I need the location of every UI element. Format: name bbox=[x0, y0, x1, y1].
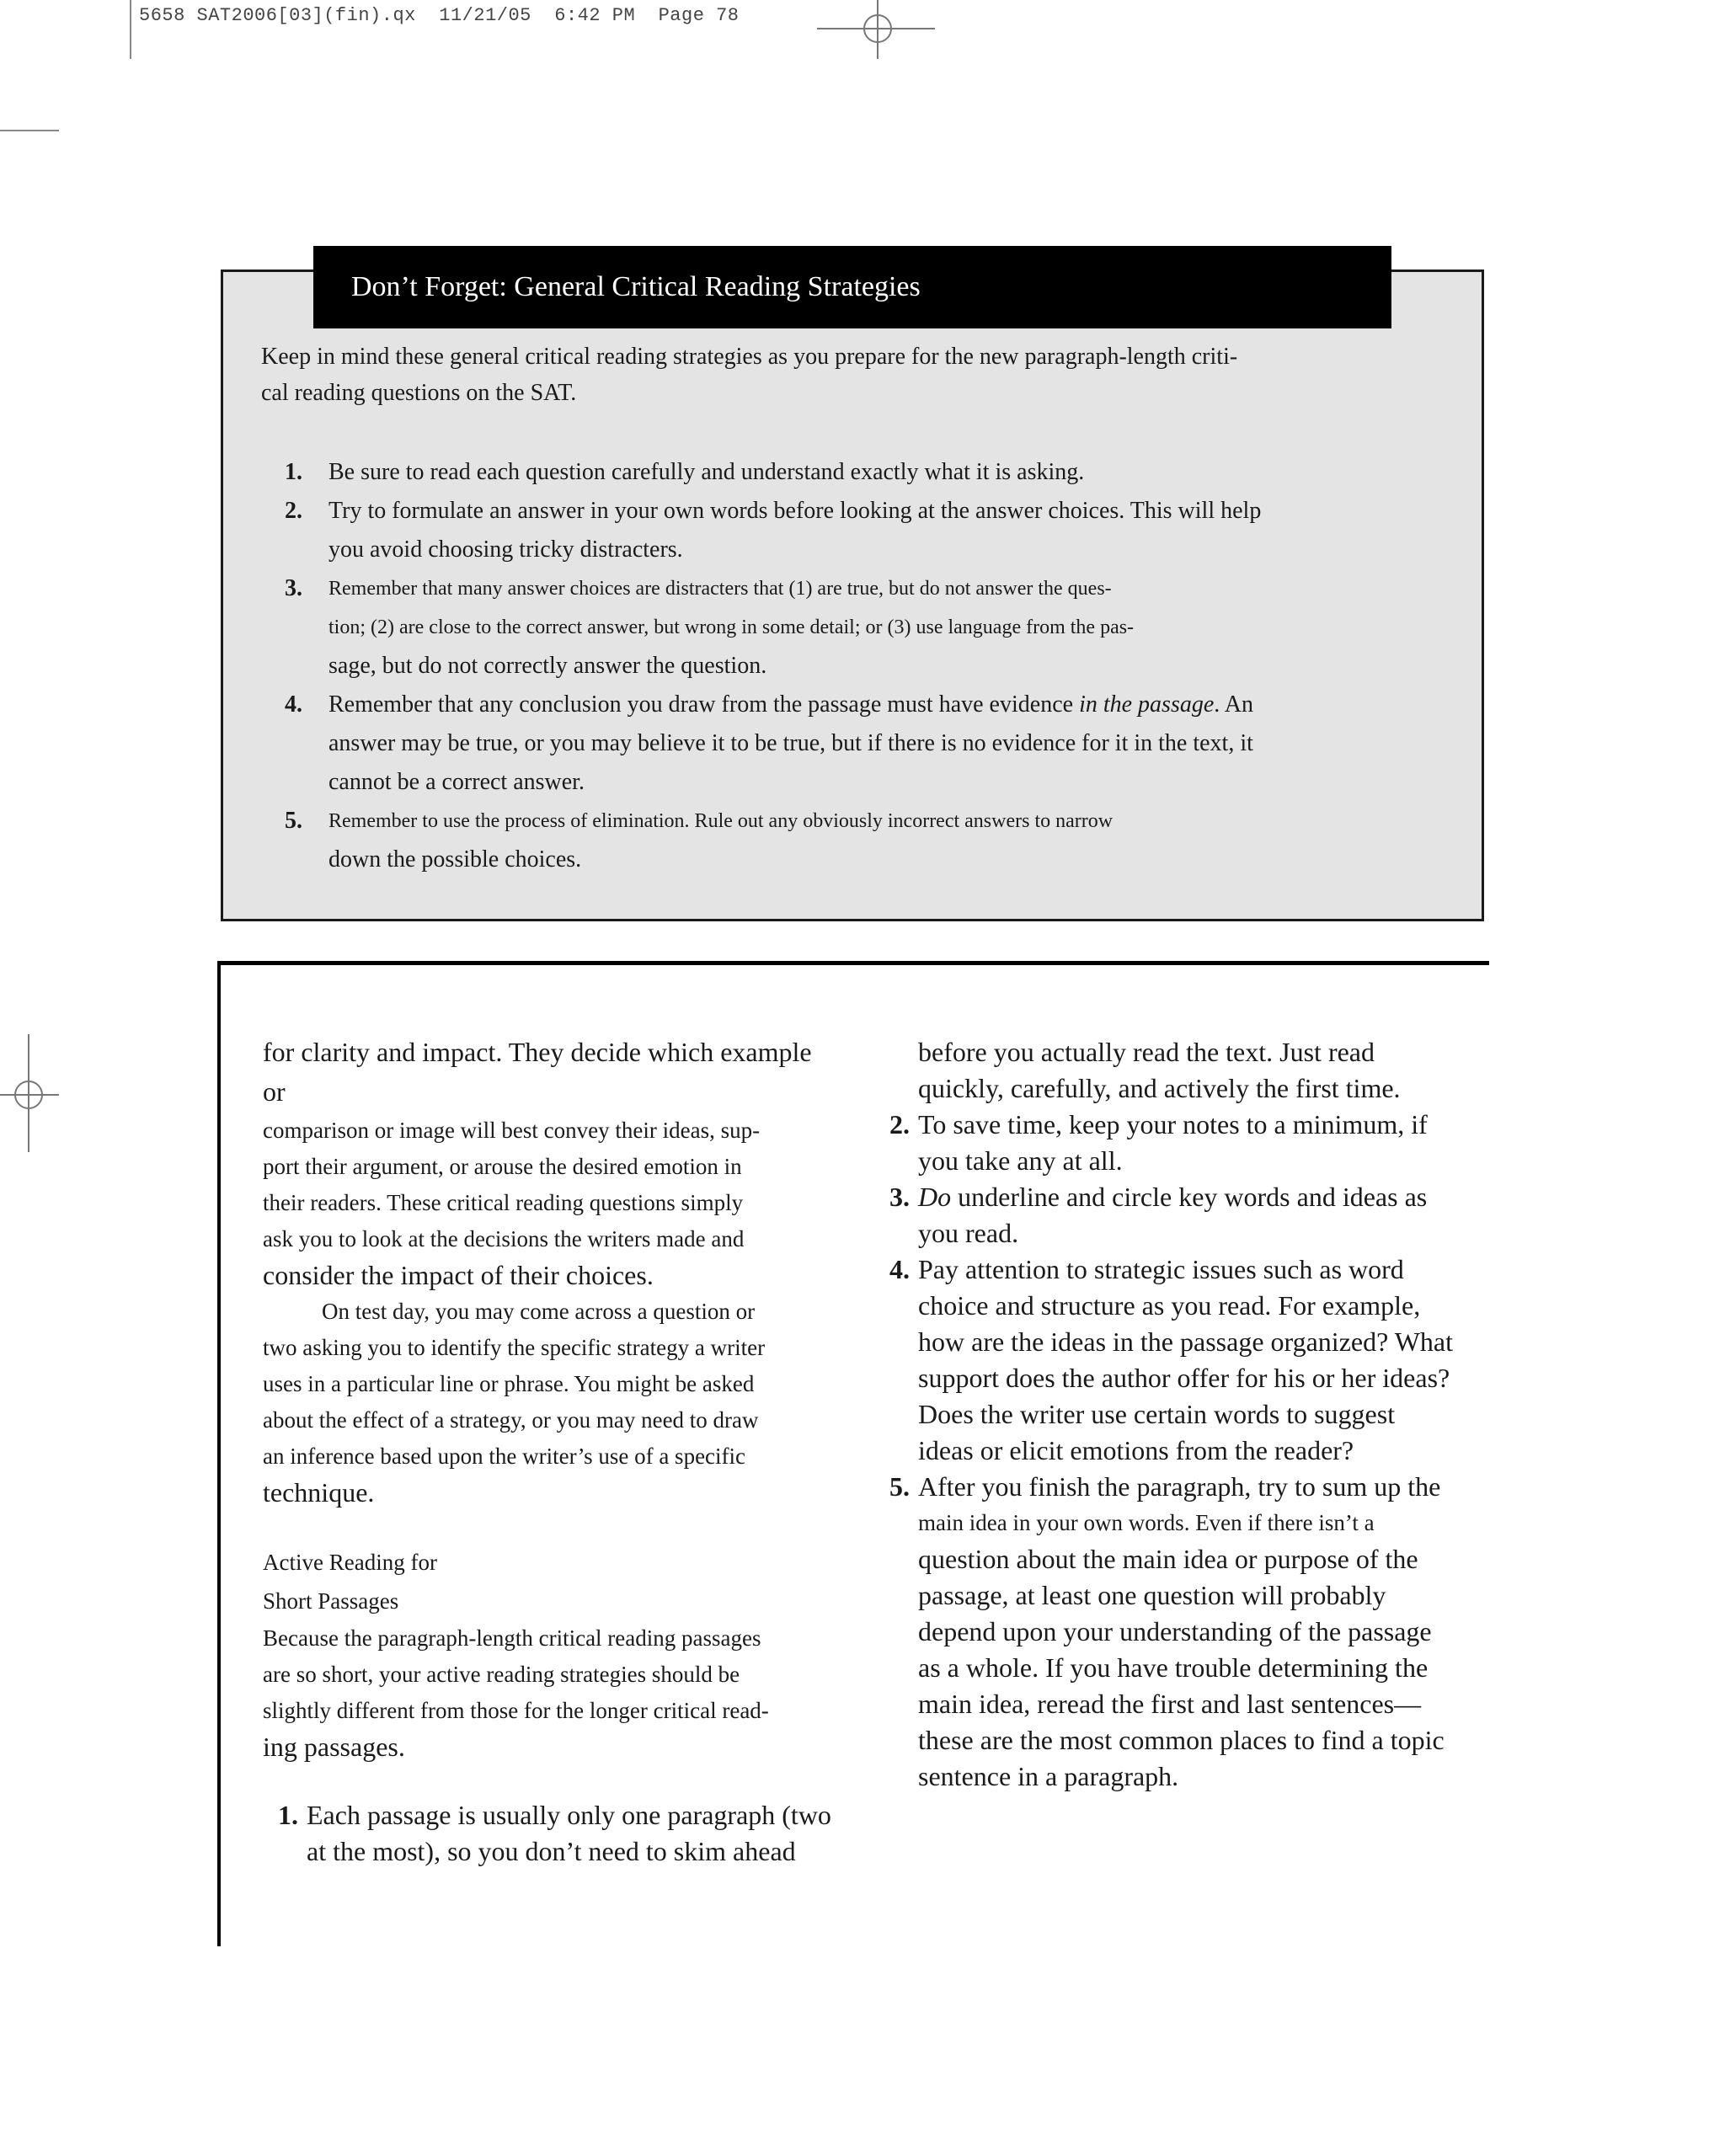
strategy-item-1: 1. Be sure to read each question carefully and understand exactly what it is asking. bbox=[285, 459, 1085, 485]
reading-tip-1: 1. Each passage is usually only one paragraph (two at the most), so you don’t need to skim ahead bbox=[278, 1800, 831, 1866]
callout-intro-line: cal reading questions on the SAT. bbox=[261, 380, 577, 406]
left-column: for clarity and impact. They decide which example or comparison or image will best convey their ideas, sup- port their argument, or arouse the desired emotion in their readers. These critical reading questions simply ask you to look at the decisions the writers made and consider the impact of their choices. On test day, you may come across a question or two asking you to identify the specific strategy a writer uses in a particular line or phrase. You might be asked about the effect of a strategy, or you may need to draw an inference based upon the writer’s use of a specific technique. Active Reading for Short Passages Because the paragraph-length critical reading passages are so short, your active reading strategies should be slightly different from those for the longer critical read- ing passages. 1. Each passage is usually only one paragraph (two at the most), so you don’t need to skim ahead bbox=[263, 1034, 852, 1870]
strategy-item-2: 2. Try to formulate an answer in your own words before looking at the answer choices. This will help you avoid choosing tricky distracters. bbox=[285, 498, 1262, 563]
right-column bbox=[884, 1034, 1474, 1795]
reading-tip-5: 5. After you finish the paragraph, try to sum up the main idea in your own words. Even if there isn’t a question about the main idea or purpose of the passage, at least one question will probably depend upon your understanding of the passage as a whole. If you have trouble determining the main idea, reread the first and last sentences— these are the most common places to find a topic sentence in a paragraph. bbox=[889, 1471, 1445, 1791]
callout-title-banner bbox=[313, 246, 1391, 328]
strategies-list bbox=[261, 453, 1322, 879]
strategy-item-4: 4. Remember that any conclusion you draw from the passage must have evidence in the passage. An answer may be true, or you may believe it to be true, but if there is no evidence for it in the text, it cannot be a correct answer. bbox=[285, 691, 1253, 795]
reading-tips-list bbox=[273, 1797, 852, 1870]
strategy-item-3: 3. Remember that many answer choices are distracters that (1) are true, but do not answer the ques- tion; (2) are close to the correct answer, but wrong in some detail; or (3) use language from the pas- sage, but do not correctly answer the question. bbox=[285, 575, 1135, 679]
reading-tip-3: 3. Do underline and circle key words and ideas as you read. bbox=[889, 1182, 1428, 1248]
section-left-rule bbox=[217, 961, 221, 1946]
crop-mark-top-vertical bbox=[130, 0, 131, 59]
section-top-rule bbox=[217, 961, 1489, 965]
callout-intro bbox=[261, 339, 1314, 411]
crop-mark-left-horizontal bbox=[0, 130, 59, 131]
section-heading: Short Passages bbox=[263, 1588, 399, 1614]
reading-tip-1-continued: before you actually read the text. Just read quickly, carefully, and actively the first time. bbox=[918, 1037, 1401, 1103]
reading-tips-list-continued bbox=[884, 1034, 1474, 1795]
callout-intro-line: Keep in mind these general critical reading strategies as you prepare for the new paragraph-length criti- bbox=[261, 344, 1238, 370]
reading-tip-2: 2. To save time, keep your notes to a minimum, if you take any at all. bbox=[889, 1109, 1428, 1176]
callout-title: Don’t Forget: General Critical Reading Strategies bbox=[351, 271, 921, 302]
print-slug: 5658 SAT2006[03](fin).qx 11/21/05 6:42 PM Page 78 bbox=[139, 5, 740, 26]
section-heading: Active Reading for bbox=[263, 1550, 437, 1575]
reading-tip-4: 4. Pay attention to strategic issues such as word choice and structure as you read. For example, how are the ideas in the passage organized? What support does the author offer for his or her ideas? Does the writer use certain words to suggest ideas or elicit emotions from the reader? bbox=[889, 1254, 1454, 1465]
strategy-item-5: 5. Remember to use the process of elimination. Rule out any obviously incorrect answers to narrow down the possible choices. bbox=[285, 808, 1114, 873]
